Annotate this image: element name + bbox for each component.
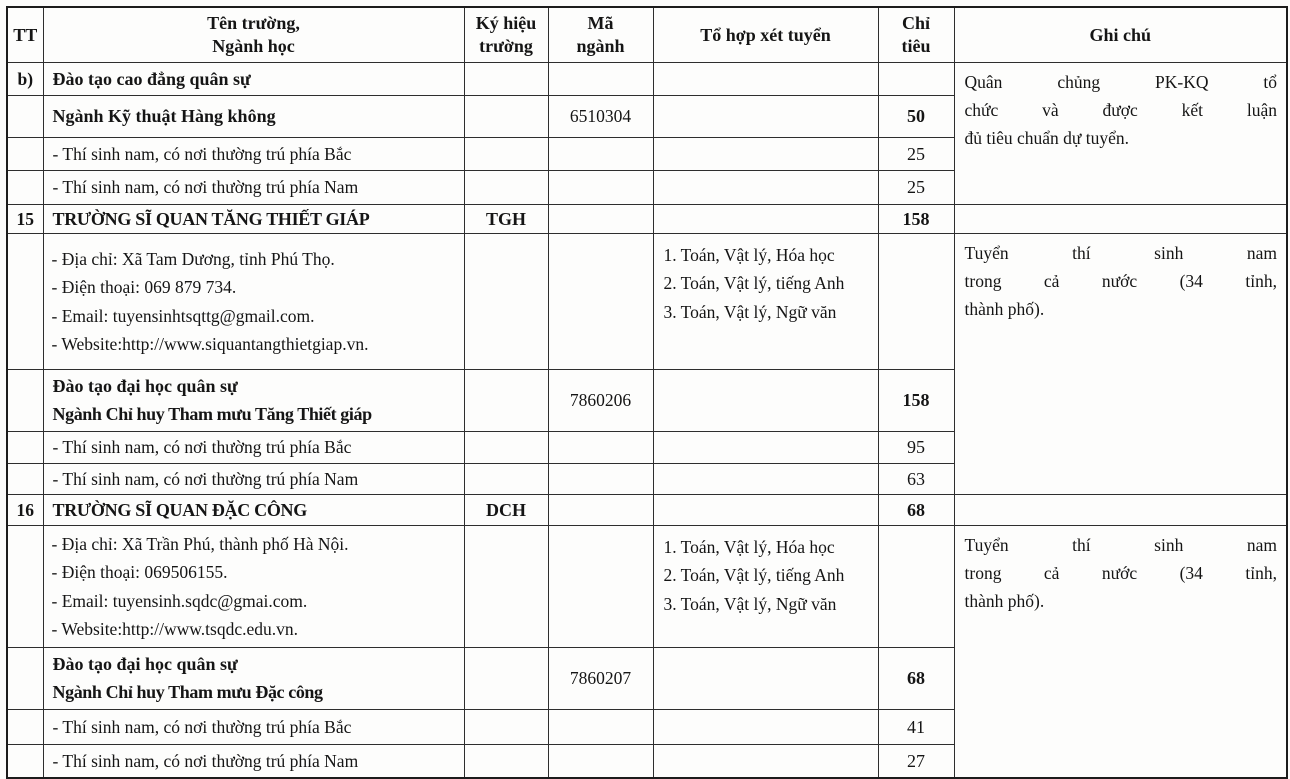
empty-cell (464, 234, 548, 370)
empty-cell (548, 464, 653, 495)
cell-candidate-group: - Thí sinh nam, có nơi thường trú phía Bắc (43, 710, 464, 745)
training-level: Đào tạo đại học quân sự (52, 375, 238, 396)
empty-cell (7, 464, 43, 495)
cell-major-name (43, 370, 464, 432)
empty-cell (548, 138, 653, 171)
header-school-name (43, 7, 464, 63)
note-line: Tuyển thí sinh nam (964, 535, 1277, 556)
combo-item: 1. Toán, Vật lý, Hóa học (663, 245, 835, 266)
cell-quota: 50 (878, 96, 954, 138)
note-line: trong cả nước (34 tỉnh, (964, 271, 1277, 292)
empty-cell (7, 745, 43, 778)
cell-combo-list (653, 526, 878, 648)
empty-cell (7, 526, 43, 648)
empty-cell (548, 495, 653, 526)
cell-candidate-group: - Thí sinh nam, có nơi thường trú phía Bắc (43, 138, 464, 171)
table-row-section-b (7, 63, 1287, 96)
empty-cell (653, 495, 878, 526)
cell-major-code: 6510304 (548, 96, 653, 138)
cell-school-code: TGH (464, 205, 548, 234)
empty-cell (7, 710, 43, 745)
combo-item: 3. Toán, Vật lý, Ngữ văn (663, 301, 837, 322)
empty-cell (548, 171, 653, 205)
empty-cell (7, 370, 43, 432)
empty-cell (464, 63, 548, 96)
empty-cell (464, 648, 548, 710)
cell-candidate-group: - Thí sinh nam, có nơi thường trú phía Nam (43, 745, 464, 778)
empty-cell (653, 171, 878, 205)
cell-school-contact (43, 234, 464, 370)
note-line: chức và được kết luận (964, 100, 1277, 121)
cell-combo-list (653, 234, 878, 370)
empty-cell (548, 63, 653, 96)
contact-website: - Website:http://www.tsqdc.edu.vn. (51, 619, 298, 640)
contact-phone: - Điện thoại: 069506155. (51, 562, 228, 583)
cell-quota: 63 (878, 464, 954, 495)
empty-cell (7, 171, 43, 205)
note-line: trong cả nước (34 tỉnh, (964, 563, 1277, 584)
empty-cell (464, 370, 548, 432)
empty-cell (954, 495, 1287, 526)
header-tt (7, 7, 43, 63)
cell-quota: 158 (878, 205, 954, 234)
header-combo (653, 7, 878, 63)
header-school-code (464, 7, 548, 63)
table-row-school16 (7, 495, 1287, 526)
combo-item: 2. Toán, Vật lý, tiếng Anh (663, 565, 845, 586)
header-tt-label: TT (13, 24, 38, 45)
empty-cell (653, 205, 878, 234)
header-major-code-line1: Mã (587, 13, 614, 33)
cell-quota: 25 (878, 171, 954, 205)
empty-cell (653, 648, 878, 710)
empty-cell (464, 96, 548, 138)
cell-major-name (43, 648, 464, 710)
major-name-text: Ngành Chỉ huy Tham mưu Đặc công (52, 681, 323, 702)
empty-cell (954, 205, 1287, 234)
cell-tt: b) (7, 63, 43, 96)
empty-cell (548, 526, 653, 648)
empty-cell (653, 710, 878, 745)
header-major-code-line2: ngành (576, 36, 625, 57)
table-header-row (7, 7, 1287, 63)
header-name-line1: Tên trường, (207, 13, 300, 33)
cell-candidate-group: - Thí sinh nam, có nơi thường trú phía Nam (43, 464, 464, 495)
cell-school-name (43, 205, 464, 234)
header-school-code-line2: trường (479, 36, 533, 57)
cell-quota: 95 (878, 432, 954, 464)
empty-cell (878, 63, 954, 96)
empty-cell (653, 138, 878, 171)
empty-cell (548, 745, 653, 778)
cell-candidate-group: - Thí sinh nam, có nơi thường trú phía Bắc (43, 432, 464, 464)
cell-quota: 27 (878, 745, 954, 778)
note-line: Quân chủng PK-KQ tổ (964, 72, 1277, 93)
header-quota (878, 7, 954, 63)
empty-cell (548, 205, 653, 234)
empty-cell (7, 432, 43, 464)
empty-cell (653, 96, 878, 138)
empty-cell (653, 464, 878, 495)
note-line: đủ tiêu chuẩn dự tuyển. (964, 128, 1130, 149)
header-major-code (548, 7, 653, 63)
cell-tt: 16 (7, 495, 43, 526)
cell-note-school16 (954, 526, 1287, 778)
cell-school-contact (43, 526, 464, 648)
cell-major-name: Ngành Kỹ thuật Hàng không (43, 96, 464, 138)
cell-section-title: Đào tạo cao đẳng quân sự (43, 63, 464, 96)
header-quota-line1: Chỉ (901, 13, 930, 33)
note-line: Tuyển thí sinh nam (964, 243, 1277, 264)
empty-cell (548, 432, 653, 464)
combo-item: 3. Toán, Vật lý, Ngữ văn (663, 593, 837, 614)
table-row-school15 (7, 205, 1287, 234)
contact-address: - Địa chỉ: Xã Trần Phú, thành phố Hà Nội. (51, 534, 349, 555)
empty-cell (464, 464, 548, 495)
header-note-label: Ghi chú (1089, 24, 1152, 45)
header-combo-label: Tổ hợp xét tuyển (700, 24, 831, 45)
empty-cell (464, 710, 548, 745)
school-name-text: TRƯỜNG SĨ QUAN TĂNG THIẾT GIÁP (52, 208, 370, 229)
empty-cell (653, 432, 878, 464)
table-row-school15-contact (7, 234, 1287, 370)
combo-item: 1. Toán, Vật lý, Hóa học (663, 537, 835, 558)
header-quota-line2: tiêu (901, 36, 931, 57)
contact-address: - Địa chỉ: Xã Tam Dương, tỉnh Phú Thọ. (51, 248, 335, 269)
contact-website: - Website:http://www.siquantangthietgiap.vn. (51, 333, 369, 354)
empty-cell (878, 234, 954, 370)
contact-email: - Email: tuyensinhtsqttg@gmail.com. (51, 305, 315, 326)
school-name-text: TRƯỜNG SĨ QUAN ĐẶC CÔNG (52, 499, 307, 520)
empty-cell (7, 96, 43, 138)
empty-cell (464, 138, 548, 171)
cell-quota: 158 (878, 370, 954, 432)
admissions-table (6, 6, 1288, 779)
cell-candidate-group: - Thí sinh nam, có nơi thường trú phía Nam (43, 171, 464, 205)
empty-cell (653, 370, 878, 432)
empty-cell (464, 432, 548, 464)
empty-cell (464, 171, 548, 205)
training-level: Đào tạo đại học quân sự (52, 654, 238, 675)
cell-quota: 68 (878, 495, 954, 526)
major-name-text: Ngành Chỉ huy Tham mưu Tăng Thiết giáp (52, 403, 372, 424)
empty-cell (878, 526, 954, 648)
contact-email: - Email: tuyensinh.sqdc@gmai.com. (51, 590, 308, 611)
empty-cell (653, 745, 878, 778)
cell-school-name (43, 495, 464, 526)
combo-item: 2. Toán, Vật lý, tiếng Anh (663, 273, 845, 294)
table-row-school16-contact (7, 526, 1287, 648)
empty-cell (548, 234, 653, 370)
empty-cell (464, 526, 548, 648)
empty-cell (464, 745, 548, 778)
empty-cell (548, 710, 653, 745)
cell-note-pkkq (954, 63, 1287, 205)
cell-school-code: DCH (464, 495, 548, 526)
cell-quota: 25 (878, 138, 954, 171)
empty-cell (653, 63, 878, 96)
cell-major-code: 7860206 (548, 370, 653, 432)
contact-phone: - Điện thoại: 069 879 734. (51, 277, 237, 298)
cell-tt: 15 (7, 205, 43, 234)
cell-major-code: 7860207 (548, 648, 653, 710)
header-note (954, 7, 1287, 63)
empty-cell (7, 234, 43, 370)
note-line: thành phố). (964, 299, 1045, 320)
empty-cell (7, 138, 43, 171)
header-name-line2: Ngành học (212, 36, 295, 57)
cell-note-school15 (954, 234, 1287, 495)
empty-cell (7, 648, 43, 710)
cell-quota: 68 (878, 648, 954, 710)
note-line: thành phố). (964, 591, 1045, 612)
cell-quota: 41 (878, 710, 954, 745)
header-school-code-line1: Ký hiệu (475, 13, 537, 33)
